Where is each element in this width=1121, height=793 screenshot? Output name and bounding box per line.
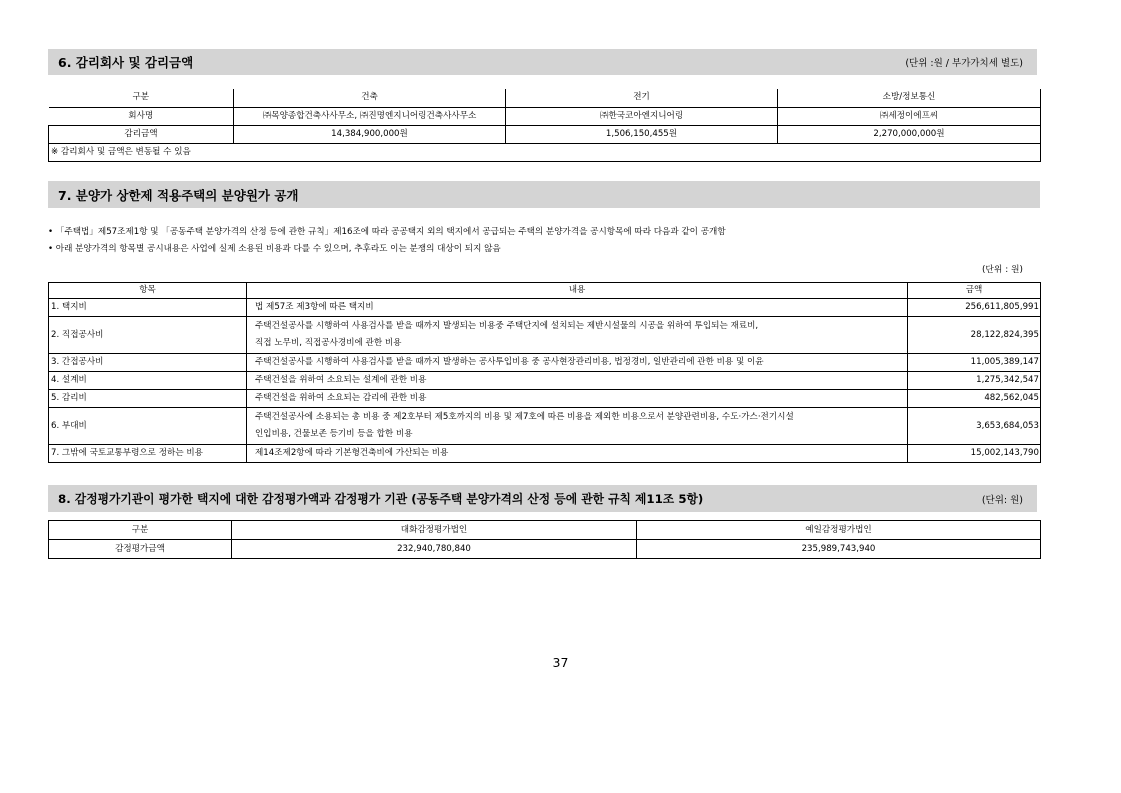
section-8-header — [48, 485, 1037, 512]
audit-company-label: 회사명 — [49, 107, 234, 125]
cost-header-item: 항목 — [49, 283, 247, 299]
table-row — [49, 390, 1041, 408]
section-6-unit: (단위 :원 / 부가가치세 별도) — [905, 58, 1023, 69]
cost-item: 7. 그밖에 국토교통부령으로 정하는 비용 — [49, 445, 247, 463]
cost-amount: 15,002,143,790 — [908, 445, 1041, 463]
table-row — [49, 299, 1041, 317]
audit-company-electric: ㈜한국코아엔지니어링 — [506, 107, 778, 125]
cost-disclosure-table — [48, 282, 1041, 463]
table-row — [49, 408, 1041, 445]
audit-header-fire-telecom: 소방/정보통신 — [778, 89, 1041, 107]
appraisal-header-daehwa: 대화감정평가법인 — [232, 521, 637, 540]
cost-content — [247, 408, 908, 445]
section-6-header — [48, 49, 1037, 75]
cost-content: 주택건설을 위하여 소요되는 감리에 관한 비용 — [247, 390, 908, 408]
table-row — [49, 317, 1041, 354]
audit-amount-fire-telecom: 2,270,000,000원 — [778, 125, 1041, 143]
cost-item: 3. 간접공사비 — [49, 354, 247, 372]
cost-content — [247, 317, 908, 354]
cost-header-amount: 금액 — [908, 283, 1041, 299]
appraisal-row-label: 감정평가금액 — [49, 540, 232, 559]
audit-note: ※ 감리회사 및 금액은 변동될 수 있음 — [49, 143, 1041, 161]
appraisal-header-category: 구분 — [49, 521, 232, 540]
audit-company-table — [48, 89, 1041, 162]
audit-header-category: 구분 — [49, 89, 234, 107]
cost-amount: 256,611,805,991 — [908, 299, 1041, 317]
audit-header-architecture: 건축 — [234, 89, 506, 107]
cost-item: 1. 택지비 — [49, 299, 247, 317]
appraisal-value-yeil: 235,989,743,940 — [637, 540, 1041, 559]
section-7-header — [48, 181, 1040, 208]
cost-item: 6. 부대비 — [49, 408, 247, 445]
appraisal-header-yeil: 예일감정평가법인 — [637, 521, 1041, 540]
table-row — [49, 354, 1041, 372]
cost-item: 4. 설계비 — [49, 372, 247, 390]
audit-company-architecture: ㈜목양종합건축사사무소, ㈜진명엔지니어링건축사사무소 — [234, 107, 506, 125]
cost-content-line: 주택건설공사에 소용되는 총 비용 중 제2호부터 제5호까지의 비용 및 제7호에 따른 비용을 제외한 비용으로서 분양관련비용, 수도·가스·전기시설 — [255, 412, 794, 422]
cost-amount: 482,562,045 — [908, 390, 1041, 408]
section-7-bullet-1: • 「주택법」제57조제1항 및 「공동주택 분양가격의 산정 등에 관한 규칙」제16조에 따라 공공택지 외의 택지에서 공급되는 주택의 분양가격을 공시항목에 따라 다음과 같이 공개함 — [48, 227, 726, 237]
cost-amount: 11,005,389,147 — [908, 354, 1041, 372]
table-row — [49, 445, 1041, 463]
audit-amount-architecture: 14,384,900,000원 — [234, 125, 506, 143]
audit-amount-label: 감리금액 — [49, 125, 234, 143]
audit-company-fire-telecom: ㈜세정이에프씨 — [778, 107, 1041, 125]
page-number: 37 — [552, 655, 569, 670]
section-7-title: 7. 분양가 상한제 적용주택의 분양원가 공개 — [58, 187, 299, 203]
appraisal-table — [48, 520, 1041, 559]
section-8-title: 8. 감정평가기관이 평가한 택지에 대한 감정평가액과 감정평가 기관 (공동주택 분양가격의 산정 등에 관한 규칙 제11조 5항) — [58, 492, 704, 506]
cost-amount: 1,275,342,547 — [908, 372, 1041, 390]
section-7-bullet-2: • 아래 분양가격의 항목별 공시내용은 사업에 실제 소용된 비용과 다를 수 있으며, 추후라도 이는 분쟁의 대상이 되지 않음 — [48, 244, 501, 254]
section-8-unit: (단위: 원) — [981, 494, 1023, 506]
cost-content: 법 제57조 제3항에 따른 택지비 — [247, 299, 908, 317]
section-7-unit: (단위 : 원) — [982, 265, 1023, 275]
cost-content-line: 주택건설공사를 시행하여 사용검사를 받을 때까지 발생되는 비용중 주택단지에 설치되는 제반시설물의 시공을 위하여 투입되는 재료비, — [255, 321, 759, 331]
cost-content: 주택건설공사를 시행하여 사용검사를 받을 때까지 발생하는 공사투입비용 중 공사현장관리비용, 법정경비, 일반관리에 관한 비용 및 이윤 — [247, 354, 908, 372]
cost-content: 제14조제2항에 따라 기본형건축비에 가산되는 비용 — [247, 445, 908, 463]
audit-header-electric: 전기 — [506, 89, 778, 107]
table-row — [49, 372, 1041, 390]
audit-amount-electric: 1,506,150,455원 — [506, 125, 778, 143]
cost-item: 5. 감리비 — [49, 390, 247, 408]
cost-content-line: 직접 노무비, 직접공사경비에 관한 비용 — [255, 338, 402, 348]
cost-amount: 28,122,824,395 — [908, 317, 1041, 354]
cost-content-line: 인입비용, 건물보존 등기비 등을 합한 비용 — [255, 429, 413, 439]
cost-amount: 3,653,684,053 — [908, 408, 1041, 445]
cost-item: 2. 직접공사비 — [49, 317, 247, 354]
section-6-title: 6. 감리회사 및 감리금액 — [58, 55, 194, 70]
cost-content: 주택건설을 위하여 소요되는 설계에 관한 비용 — [247, 372, 908, 390]
appraisal-value-daehwa: 232,940,780,840 — [232, 540, 637, 559]
cost-header-content: 내용 — [247, 283, 908, 299]
